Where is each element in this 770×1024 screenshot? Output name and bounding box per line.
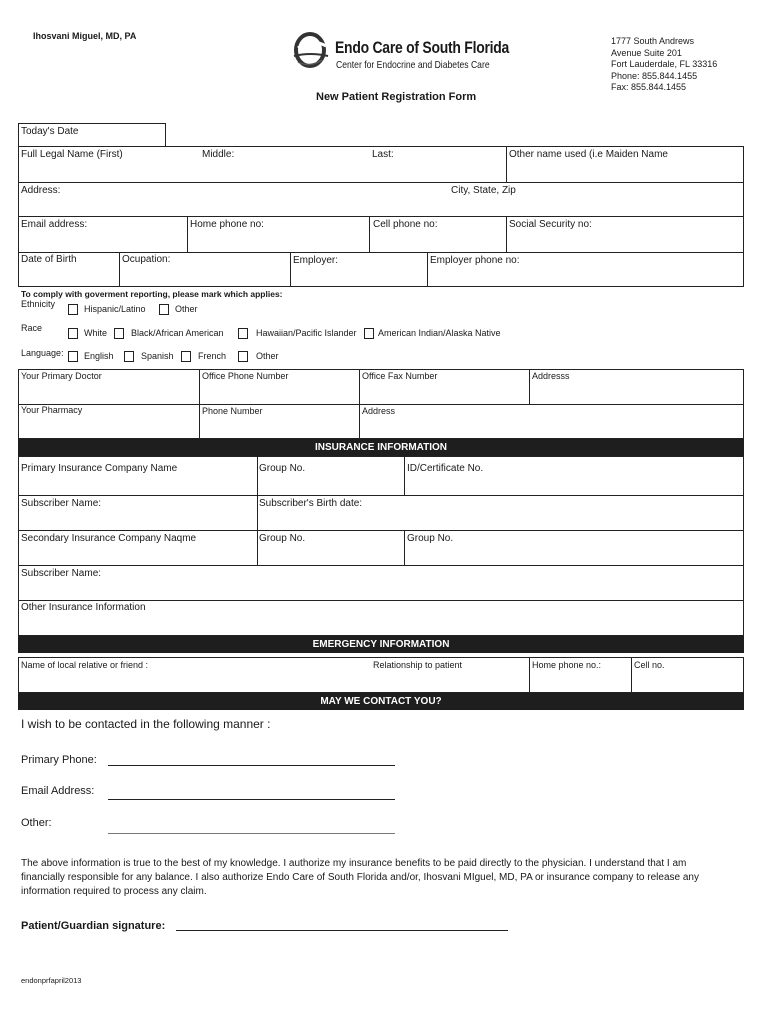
emergency-cell-label: Cell no. — [634, 660, 665, 670]
email-address-line[interactable] — [108, 799, 395, 800]
language-option: English — [84, 351, 114, 361]
dob-label: Date of Birth — [21, 254, 77, 265]
doctor-name: Ihosvani Miguel, MD, PA — [33, 31, 137, 41]
race-checkbox[interactable] — [68, 328, 78, 339]
ethnicity-option: Other — [175, 304, 198, 314]
ethnicity-label: Ethnicity — [21, 299, 56, 309]
contact-intro: I wish to be contacted in the following manner : — [21, 717, 271, 731]
signature-line[interactable] — [176, 930, 508, 931]
primary-phone-label: Primary Phone: — [21, 754, 97, 766]
group-no-label: Group No. — [259, 463, 306, 474]
office-phone-label: Office Phone Number — [202, 371, 289, 381]
address-line: Phone: 855.844.1455 — [611, 70, 698, 81]
group-no-field[interactable] — [257, 456, 405, 496]
language-label: Language: — [21, 348, 64, 358]
language-option: French — [198, 351, 227, 361]
employer-label: Employer: — [293, 255, 339, 266]
todays-date-field[interactable] — [18, 123, 166, 147]
full-name-label: Full Legal Name (First) — [21, 149, 123, 160]
language-checkbox[interactable] — [68, 351, 78, 362]
home-phone-label: Home phone no: — [190, 219, 264, 230]
form-title: New Patient Registration Form — [316, 91, 477, 103]
other-name-label: Other name used (i.e Maiden Name — [509, 149, 668, 160]
clinic-subtitle: Center for Endocrine and Diabetes Care — [336, 59, 490, 71]
language-checkbox[interactable] — [238, 351, 248, 362]
primary-phone-line[interactable] — [108, 765, 395, 766]
subscriber-2-field[interactable] — [18, 565, 744, 601]
demographics-heading: To comply with goverment reporting, please mark which applies: — [21, 289, 283, 299]
ethnicity-option: Hispanic/Latino — [84, 304, 146, 314]
other-contact-line[interactable] — [108, 833, 395, 834]
pharmacy-label: Your Pharmacy — [21, 405, 83, 415]
contact-section-header: MAY WE CONTACT YOU? — [18, 693, 744, 710]
consent-statement: The above information is true to the best of my knowledge. I authorize my insurance benefits to be paid directly to the physician. I understand that I am financially responsible for any balance. I also authorize Endo Care of South Florida and/or, Ihosvani MIguel, MD, PA or insurance company to release any information required to process any claim. — [21, 858, 699, 897]
last-name-label: Last: — [372, 149, 394, 160]
language-checkbox[interactable] — [181, 351, 191, 362]
race-option: White — [84, 328, 108, 338]
city-state-zip-label: City, State, Zip — [451, 185, 516, 196]
race-checkbox[interactable] — [114, 328, 124, 339]
address-line: 1777 South Andrews — [611, 36, 695, 46]
clinic-name: Endo Care of South Florida — [335, 38, 510, 57]
address-field[interactable] — [18, 182, 744, 217]
race-option: Black/African American — [131, 328, 224, 338]
other-insurance-label: Other Insurance Information — [21, 602, 146, 613]
secondary-insurance-label: Secondary Insurance Company Naqme — [21, 533, 197, 544]
todays-date-label: Today's Date — [21, 126, 79, 137]
id-certificate-label: ID/Certificate No. — [407, 463, 484, 474]
race-option: Hawaiian/Pacific Islander — [256, 328, 357, 338]
address-line: Fax: 855.844.1455 — [611, 82, 687, 92]
insurance-section-header: INSURANCE INFORMATION — [18, 439, 744, 456]
ethnicity-checkbox[interactable] — [159, 304, 169, 315]
subscriber-dob-label: Subscriber's Birth date: — [259, 498, 363, 509]
clinic-logo-icon — [292, 30, 330, 72]
doctor-address-label: Addresss — [532, 371, 570, 381]
relative-name-label: Name of local relative or friend : — [21, 660, 149, 670]
race-checkbox[interactable] — [238, 328, 248, 339]
middle-name-label: Middle: — [202, 149, 235, 160]
address-line: Fort Lauderdale, FL 33316 — [611, 59, 718, 69]
other-contact-label: Other: — [21, 817, 52, 829]
primary-insurance-label: Primary Insurance Company Name — [21, 463, 178, 474]
ssn-label: Social Security no: — [509, 219, 592, 230]
primary-doctor-label: Your Primary Doctor — [21, 371, 102, 381]
subscriber-name-2-label: Subscriber Name: — [21, 568, 102, 579]
email-address-label: Email Address: — [21, 785, 95, 797]
signature-label: Patient/Guardian signature: — [21, 920, 166, 932]
race-checkbox[interactable] — [364, 328, 374, 339]
language-option: Other — [256, 351, 279, 361]
employer-phone-label: Employer phone no: — [430, 255, 520, 266]
race-label: Race — [21, 323, 43, 333]
email-label: Email address: — [21, 219, 88, 230]
language-option: Spanish — [141, 351, 174, 361]
address-line: Avenue Suite 201 — [611, 47, 682, 58]
race-option: American Indian/Alaska Native — [378, 328, 501, 338]
ethnicity-checkbox[interactable] — [68, 304, 78, 315]
emergency-home-phone-label: Home phone no.: — [532, 660, 602, 670]
group-no-2-label: Group No. — [259, 533, 306, 544]
cell-phone-label: Cell phone no: — [373, 219, 438, 230]
office-fax-label: Office Fax Number — [362, 371, 438, 381]
address-label: Address: — [21, 185, 61, 196]
group-no-3-label: Group No. — [407, 533, 454, 544]
pharmacy-phone-label: Phone Number — [202, 406, 263, 416]
subscriber-name-label: Subscriber Name: — [21, 498, 102, 509]
clinic-address — [611, 36, 717, 94]
form-code: endonprfapril2013 — [21, 976, 82, 985]
relationship-label: Relationship to patient — [373, 660, 463, 670]
language-checkbox[interactable] — [124, 351, 134, 362]
pharmacy-address-label: Address — [362, 406, 396, 416]
emergency-section-header: EMERGENCY INFORMATION — [18, 636, 744, 653]
occupation-label: Ocupation: — [122, 254, 171, 265]
